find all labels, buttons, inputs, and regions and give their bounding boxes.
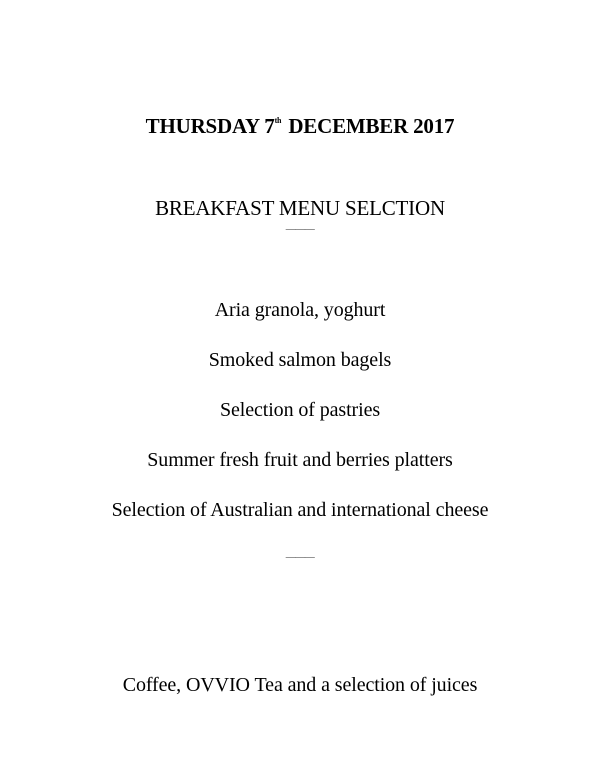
menu-item-salmon-bagels: Smoked salmon bagels bbox=[208, 349, 392, 371]
date-day: THURSDAY 7 bbox=[145, 114, 275, 138]
menu-item-cheese: Selection of Australian and international cheese bbox=[111, 499, 489, 521]
top-divider: ——— bbox=[285, 224, 315, 235]
date-month-year: DECEMBER 2017 bbox=[283, 114, 455, 138]
drinks-line: Coffee, OVVIO Tea and a selection of juices bbox=[122, 674, 478, 696]
menu-item-fruit-platters: Summer fresh fruit and berries platters bbox=[147, 449, 453, 471]
menu-date bbox=[0, 114, 600, 139]
bottom-divider: ——— bbox=[285, 552, 315, 563]
date-ordinal-suffix: th bbox=[274, 116, 282, 125]
menu-title: BREAKFAST MENU SELCTION bbox=[155, 196, 445, 220]
menu-item-pastries: Selection of pastries bbox=[219, 399, 381, 421]
menu-item-granola: Aria granola, yoghurt bbox=[214, 299, 386, 321]
